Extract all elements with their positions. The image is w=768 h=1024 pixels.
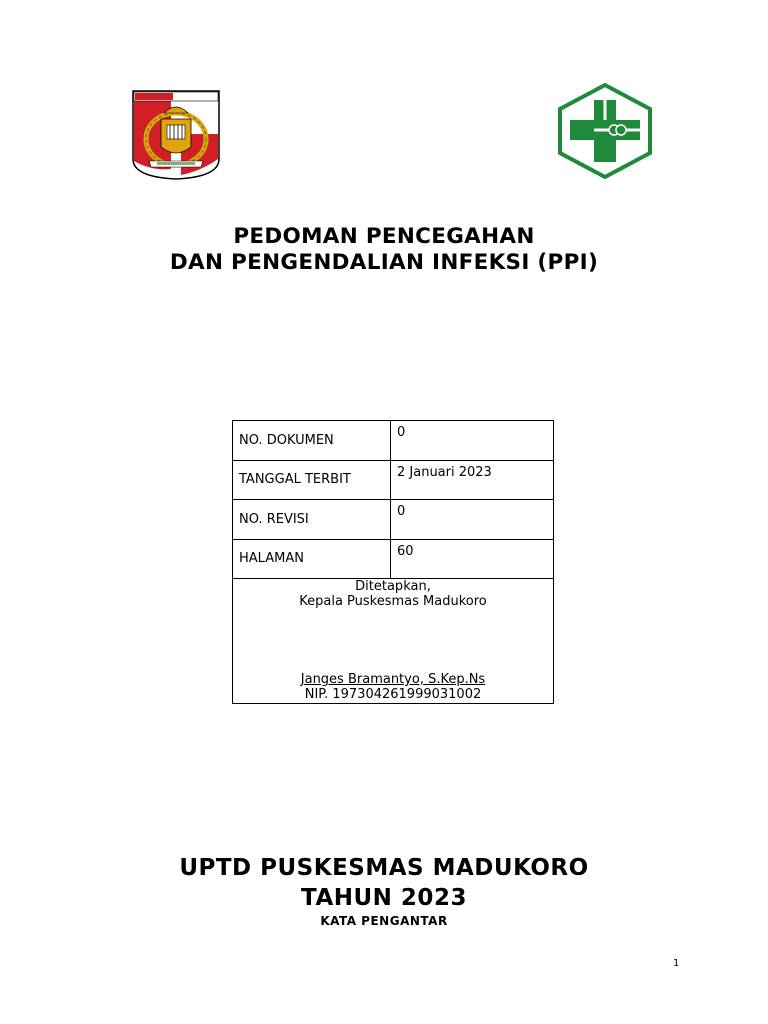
- regency-coat-of-arms-icon: [131, 89, 221, 181]
- document-title-line-2: DAN PENGENDALIAN INFEKSI (PPI): [169, 250, 599, 275]
- table-row: [233, 539, 554, 579]
- puskesmas-cross-hexagon-icon: [556, 82, 654, 180]
- table-row: [233, 500, 554, 540]
- row-value: 0: [391, 500, 554, 540]
- document-title-line-1: PEDOMAN PENCEGAHAN: [233, 224, 535, 249]
- signatory-name: Janges Bramantyo, S.Kep.Ns: [300, 672, 486, 687]
- row-label: HALAMAN: [233, 539, 391, 579]
- approval-label: Ditetapkan,: [355, 579, 431, 594]
- document-info-table: [232, 420, 554, 704]
- page-number: 1: [673, 958, 680, 969]
- row-label: NO. DOKUMEN: [233, 421, 391, 461]
- table-row: [233, 421, 554, 461]
- row-label: NO. REVISI: [233, 500, 391, 540]
- approval-row: [233, 579, 554, 704]
- row-label: TANGGAL TERBIT: [233, 460, 391, 500]
- row-value: 0: [391, 421, 554, 461]
- institution-title: [0, 853, 768, 913]
- institution-year: TAHUN 2023: [301, 885, 467, 911]
- signatory-nip: NIP. 197304261999031002: [304, 687, 482, 702]
- table-row: [233, 460, 554, 500]
- institution-name: UPTD PUSKESMAS MADUKORO: [179, 855, 589, 881]
- section-heading: KATA PENGANTAR: [320, 914, 448, 928]
- approval-position: Kepala Puskesmas Madukoro: [299, 594, 487, 609]
- row-value: 2 Januari 2023: [391, 460, 554, 500]
- document-title: [0, 224, 768, 276]
- row-value: 60: [391, 539, 554, 579]
- approval-cell: [233, 579, 554, 704]
